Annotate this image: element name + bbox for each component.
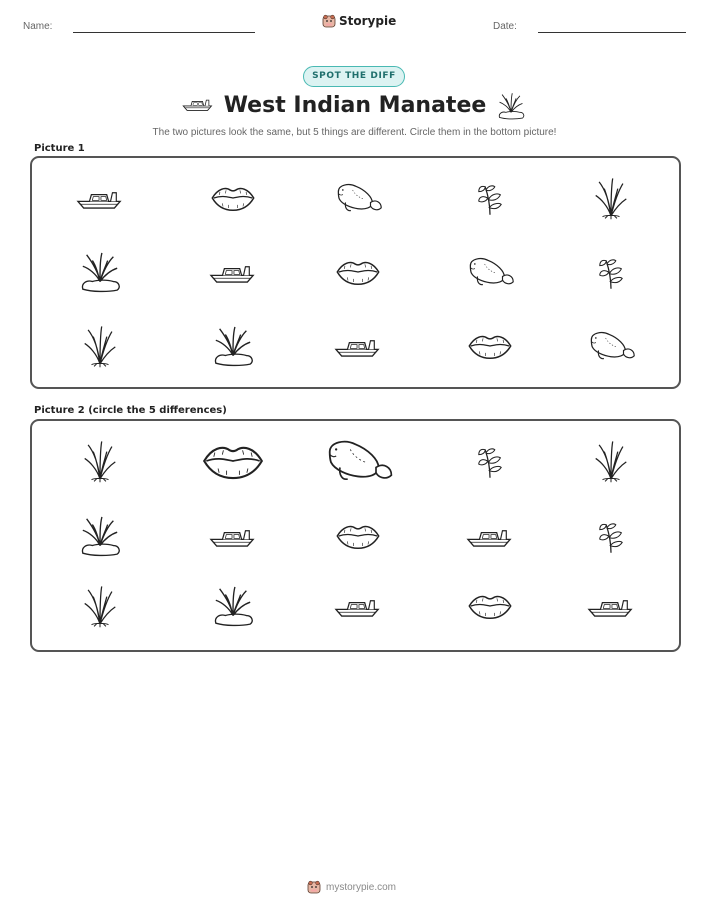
storypie-logo-icon [307, 880, 321, 894]
name-label: Name: [23, 21, 53, 32]
grass-icon [83, 324, 117, 368]
lips-icon [467, 332, 513, 360]
footer-url[interactable]: mystorypie.com [326, 882, 397, 893]
grass-icon[interactable] [83, 584, 117, 628]
instructions: The two pictures look the same, but 5 things are different. Circle them in the bottom picture! [152, 127, 557, 138]
boat-icon[interactable] [466, 525, 514, 548]
boat-icon [334, 335, 382, 358]
boat-icon[interactable] [209, 525, 257, 548]
storypie-logo-icon [322, 14, 336, 28]
lips-icon [210, 184, 256, 212]
grass-rock-icon [497, 92, 525, 120]
boat-icon[interactable] [587, 595, 635, 618]
manatee-icon [333, 181, 383, 215]
grass-rock-icon[interactable] [212, 585, 254, 627]
date-line[interactable] [538, 32, 686, 33]
spot-the-diff-badge: SPOT THE DIFF [303, 66, 405, 87]
lips-icon[interactable] [201, 441, 265, 481]
manatee-icon [465, 255, 515, 289]
boat-icon [182, 96, 214, 112]
grass-rock-icon [212, 325, 254, 367]
page-title: West Indian Manatee [223, 93, 487, 118]
picture-2-label: Picture 2 (circle the 5 differences) [34, 405, 227, 416]
lips-icon[interactable] [335, 522, 381, 550]
boat-icon[interactable] [334, 595, 382, 618]
plant-icon [595, 253, 627, 291]
boat-icon [76, 187, 124, 210]
lips-icon[interactable] [467, 592, 513, 620]
name-line[interactable] [73, 32, 255, 33]
grass-rock-icon[interactable] [79, 515, 121, 557]
manatee-icon[interactable] [322, 436, 394, 486]
grass-icon [594, 176, 628, 220]
plant-icon [474, 179, 506, 217]
plant-icon[interactable] [474, 442, 506, 480]
grass-icon[interactable] [83, 439, 117, 483]
brand-name: Storypie [339, 14, 397, 28]
lips-icon [335, 258, 381, 286]
boat-icon [209, 261, 257, 284]
picture-1-label: Picture 1 [34, 143, 85, 154]
brand-logo [322, 13, 402, 31]
grass-icon[interactable] [594, 439, 628, 483]
date-label: Date: [493, 21, 517, 32]
manatee-icon [586, 329, 636, 363]
plant-icon[interactable] [595, 517, 627, 555]
grass-rock-icon [79, 251, 121, 293]
